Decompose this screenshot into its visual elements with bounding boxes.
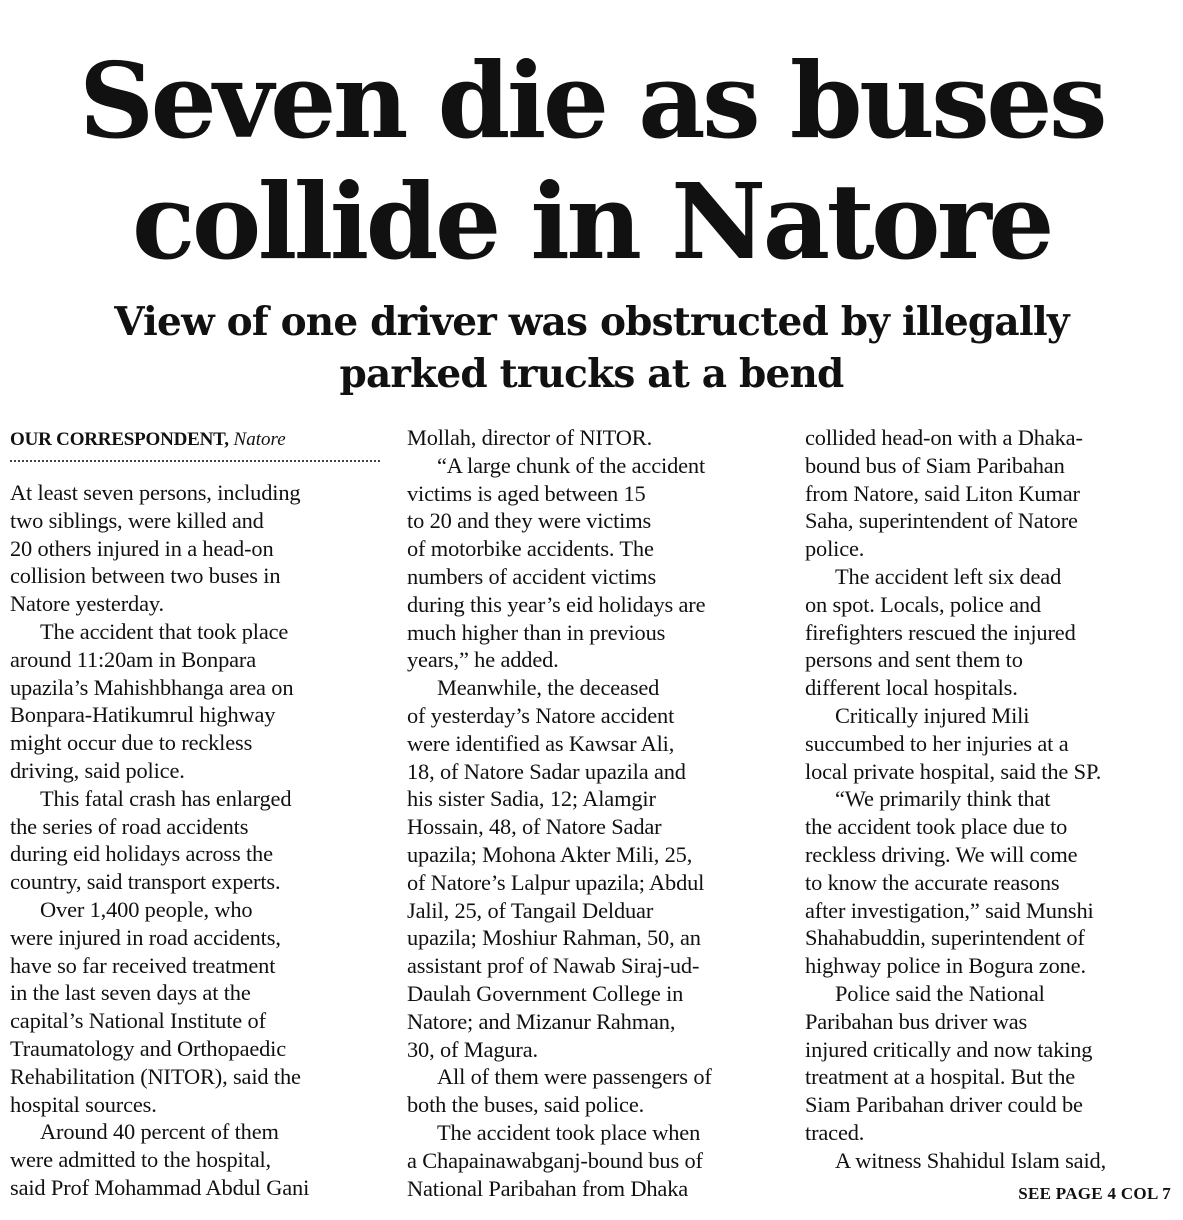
article-line: police. bbox=[805, 536, 865, 562]
article-line: in the last seven days at the bbox=[10, 980, 251, 1006]
article-line: highway police in Bogura zone. bbox=[805, 953, 1086, 979]
article-line: a Chapainawabganj-bound bus of bbox=[407, 1147, 703, 1173]
article-line: victims is aged between 15 bbox=[407, 480, 646, 506]
article-line: country, said transport experts. bbox=[10, 869, 281, 895]
subheadline bbox=[0, 296, 1183, 400]
article-line: bound bus of Siam Paribahan bbox=[805, 452, 1065, 478]
article-line: The accident left six dead bbox=[835, 563, 1062, 589]
article-line: during eid holidays across the bbox=[10, 841, 273, 867]
subheadline-line-2: parked trucks at a bend bbox=[339, 351, 844, 397]
article-line: National Paribahan from Dhaka bbox=[407, 1175, 689, 1201]
article-line: the series of road accidents bbox=[10, 813, 249, 839]
article-line: Critically injured Mili bbox=[835, 702, 1030, 728]
article-line: Over 1,400 people, who bbox=[40, 896, 253, 922]
article-line: Rehabilitation (NITOR), said the bbox=[10, 1063, 301, 1089]
article-line: after investigation,” said Munshi bbox=[805, 897, 1094, 923]
article-line: were admitted to the hospital, bbox=[10, 1147, 272, 1173]
article-line: Siam Paribahan driver could be bbox=[805, 1092, 1083, 1118]
article-line: of motorbike accidents. The bbox=[407, 536, 654, 562]
article-line: Police said the National bbox=[835, 980, 1045, 1006]
article-line: injured critically and now taking bbox=[805, 1036, 1093, 1062]
article-line: local private hospital, said the SP. bbox=[805, 758, 1102, 784]
article-column-2 bbox=[407, 424, 782, 1202]
article-line: hospital sources. bbox=[10, 1091, 157, 1117]
article-line: collided head-on with a Dhaka- bbox=[805, 425, 1083, 450]
article-line: Bonpara-Hatikumrul highway bbox=[10, 702, 276, 728]
article-line: were identified as Kawsar Ali, bbox=[407, 730, 675, 756]
article-line: Natore yesterday. bbox=[10, 591, 164, 617]
article-line: were injured in road accidents, bbox=[10, 924, 281, 950]
article-line: upazila’s Mahishbhanga area on bbox=[10, 674, 294, 700]
article-line: reckless driving. We will come bbox=[805, 841, 1078, 867]
article-line: Shahabuddin, superintendent of bbox=[805, 925, 1085, 951]
article-line: capital’s National Institute of bbox=[10, 1008, 266, 1034]
article-line: numbers of accident victims bbox=[407, 563, 657, 589]
article-line: on spot. Locals, police and bbox=[805, 591, 1041, 617]
article-line: The accident took place when bbox=[437, 1119, 701, 1145]
article-column-3 bbox=[805, 424, 1180, 1175]
article-line: firefighters rescued the injured bbox=[805, 619, 1076, 645]
article-line: Meanwhile, the deceased bbox=[437, 675, 660, 701]
article-line: to 20 and they were victims bbox=[407, 508, 652, 534]
article-line: around 11:20am in Bonpara bbox=[10, 646, 257, 672]
article-line: have so far received treatment bbox=[10, 952, 276, 978]
article-line: 20 others injured in a head-on bbox=[10, 535, 274, 561]
article-line: assistant prof of Nawab Siraj-ud- bbox=[407, 953, 700, 979]
article-line: Paribahan bus driver was bbox=[805, 1008, 1028, 1034]
article-line: his sister Sadia, 12; Alamgir bbox=[407, 786, 656, 812]
article-line: upazila; Mohona Akter Mili, 25, bbox=[407, 841, 693, 867]
article-line: much higher than in previous bbox=[407, 619, 666, 645]
article-line: Saha, superintendent of Natore bbox=[805, 508, 1078, 534]
article-line: of Natore’s Lalpur upazila; Abdul bbox=[407, 869, 705, 895]
article-line: Natore; and Mizanur Rahman, bbox=[407, 1008, 676, 1034]
article-line: Traumatology and Orthopaedic bbox=[10, 1035, 287, 1061]
article-line: different local hospitals. bbox=[805, 675, 1018, 701]
article-line: At least seven persons, including bbox=[10, 480, 301, 505]
article-line: The accident that took place bbox=[40, 618, 289, 644]
article-line: collision between two buses in bbox=[10, 563, 281, 589]
article-line: from Natore, said Liton Kumar bbox=[805, 480, 1080, 506]
article-line: All of them were passengers of bbox=[437, 1064, 712, 1090]
article-line: two siblings, were killed and bbox=[10, 507, 264, 533]
headline bbox=[0, 40, 1183, 282]
article-line: driving, said police. bbox=[10, 757, 185, 783]
article-line: during this year’s eid holidays are bbox=[407, 591, 706, 617]
subheadline-line-1: View of one driver was obstructed by illegally bbox=[114, 299, 1069, 345]
headline-line-1: Seven die as buses bbox=[78, 39, 1105, 162]
article-line: A witness Shahidul Islam said, bbox=[835, 1147, 1107, 1173]
article-line: Hossain, 48, of Natore Sadar bbox=[407, 814, 662, 840]
article-line: the accident took place due to bbox=[805, 814, 1068, 840]
article-line: of yesterday’s Natore accident bbox=[407, 702, 675, 728]
article-column-1 bbox=[10, 479, 385, 1202]
article-line: “We primarily think that bbox=[835, 786, 1051, 812]
article-line: might occur due to reckless bbox=[10, 730, 253, 756]
byline-dateline: Natore bbox=[233, 429, 286, 450]
article-line: persons and sent them to bbox=[805, 647, 1023, 673]
byline-author: OUR CORRESPONDENT, bbox=[10, 429, 229, 450]
byline bbox=[10, 426, 380, 462]
article-line: Mollah, director of NITOR. bbox=[407, 425, 653, 450]
headline-line-2: collide in Natore bbox=[132, 160, 1051, 283]
article-line: years,” he added. bbox=[407, 647, 559, 673]
article-line: both the buses, said police. bbox=[407, 1092, 645, 1118]
article-line: upazila; Moshiur Rahman, 50, an bbox=[407, 925, 701, 951]
article-line: 18, of Natore Sadar upazila and bbox=[407, 758, 686, 784]
article-line: traced. bbox=[805, 1119, 865, 1145]
article-line: “A large chunk of the accident bbox=[437, 452, 706, 478]
article-line: treatment at a hospital. But the bbox=[805, 1064, 1076, 1090]
article-line: This fatal crash has enlarged bbox=[40, 785, 292, 811]
article-line: Around 40 percent of them bbox=[40, 1119, 279, 1145]
continued-on-page-note: SEE PAGE 4 COL 7 bbox=[1018, 1184, 1171, 1203]
article-line: succumbed to her injuries at a bbox=[805, 730, 1069, 756]
article-line: Jalil, 25, of Tangail Delduar bbox=[407, 897, 654, 923]
article-line: Daulah Government College in bbox=[407, 980, 684, 1006]
article-line: 30, of Magura. bbox=[407, 1036, 538, 1062]
article-line: to know the accurate reasons bbox=[805, 869, 1060, 895]
article-line: said Prof Mohammad Abdul Gani bbox=[10, 1174, 310, 1200]
